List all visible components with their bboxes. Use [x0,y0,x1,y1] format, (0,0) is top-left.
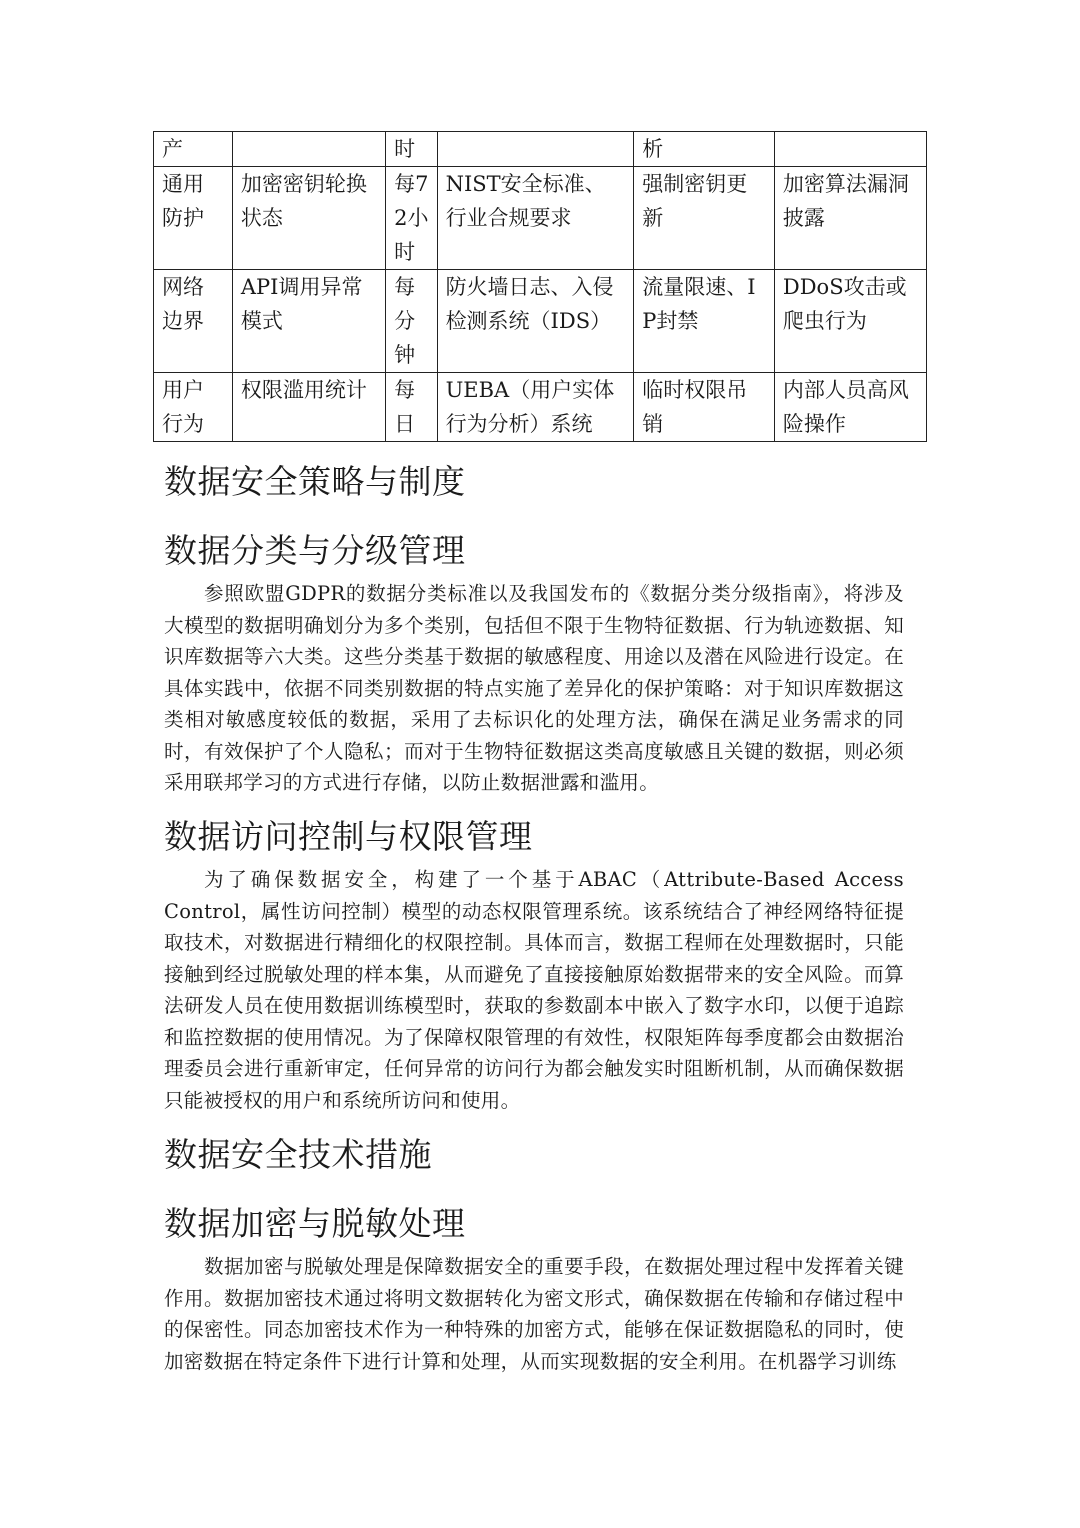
paragraph-access-control: 为了确保数据安全，构建了一个基于ABAC（Attribute-Based Access Control，属性访问控制）模型的动态权限管理系统。该系统结合了神经网络特征提取技术，对数据进行精细化的权限控制。具体而言，数据工程师在处理数据时，只能接触到经过脱敏处理的样本集，从而避免了直接接触原始数据带来的安全风险。而算法研发人员在使用数据训练模型时，获取的参数副本中嵌入了数字水印，以便于追踪和监控数据的使用情况。为了保障权限管理的有效性，权限矩阵每季度都会由数据治理委员会进行重新审定，任何异常的访问行为都会触发实时阻断机制，从而确保数据只能被授权的用户和系统所访问和使用。 [164,868,904,1112]
table-row [154,167,927,270]
heading-data-security-policy: 数据安全策略与制度 [164,462,466,501]
table-cell: 析 [634,132,775,167]
paragraph-data-classification: 参照欧盟GDPR的数据分类标准以及我国发布的《数据分类分级指南》，将涉及大模型的数据明确划分为多个类别，包括但不限于生物特征数据、行为轨迹数据、知识库数据等六大类。这些分类基于数据的敏感程度、用途以及潜在风险进行设定。在具体实践中，依据不同类别数据的特点实施了差异化的保护策略：对于知识库数据这类相对敏感度较低的数据，采用了去标识化的处理方法，确保在满足业务需求的同时，有效保护了个人隐私；而对于生物特征数据这类高度敏感且关键的数据，则必须采用联邦学习的方式进行存储，以防止数据泄露和滥用。 [164,582,904,794]
table-row [154,132,927,167]
table-cell: 通用防护 [154,167,233,270]
table-cell: 流量限速、IP封禁 [634,270,775,373]
table-cell: 产 [154,132,233,167]
table-cell: DDoS攻击或爬虫行为 [774,270,926,373]
table-cell: 加密密钥轮换状态 [232,167,385,270]
table-cell: 防火墙日志、入侵检测系统（IDS） [437,270,634,373]
table-cell [774,132,926,167]
heading-encryption: 数据加密与脱敏处理 [164,1204,466,1243]
table-cell: UEBA（用户实体行为分析）系统 [437,373,634,442]
table-cell: 权限滥用统计 [232,373,385,442]
table-cell: 加密算法漏洞披露 [774,167,926,270]
monitoring-table [153,131,927,442]
table-cell: 临时权限吊销 [634,373,775,442]
table-cell: API调用异常模式 [232,270,385,373]
table-cell: 时 [386,132,437,167]
heading-security-tech: 数据安全技术措施 [164,1135,432,1174]
table-cell: 用户行为 [154,373,233,442]
table-cell [232,132,385,167]
heading-access-control: 数据访问控制与权限管理 [164,817,533,856]
table-cell: NIST安全标准、行业合规要求 [437,167,634,270]
table-cell: 强制密钥更新 [634,167,775,270]
table-cell [437,132,634,167]
table-cell: 网络边界 [154,270,233,373]
table-cell: 每分钟 [386,270,437,373]
heading-data-classification: 数据分类与分级管理 [164,531,466,570]
table-row [154,373,927,442]
table-cell: 内部人员高风险操作 [774,373,926,442]
table-row [154,270,927,373]
table-cell: 每72小时 [386,167,437,270]
table-cell: 每日 [386,373,437,442]
paragraph-encryption: 数据加密与脱敏处理是保障数据安全的重要手段，在数据处理过程中发挥着关键作用。数据加密技术通过将明文数据转化为密文形式，确保数据在传输和存储过程中的保密性。同态加密技术作为一种特殊的加密方式，能够在保证数据隐私的同时，使加密数据在特定条件下进行计算和处理，从而实现数据的安全利用。在机器学习训练 [164,1255,904,1373]
